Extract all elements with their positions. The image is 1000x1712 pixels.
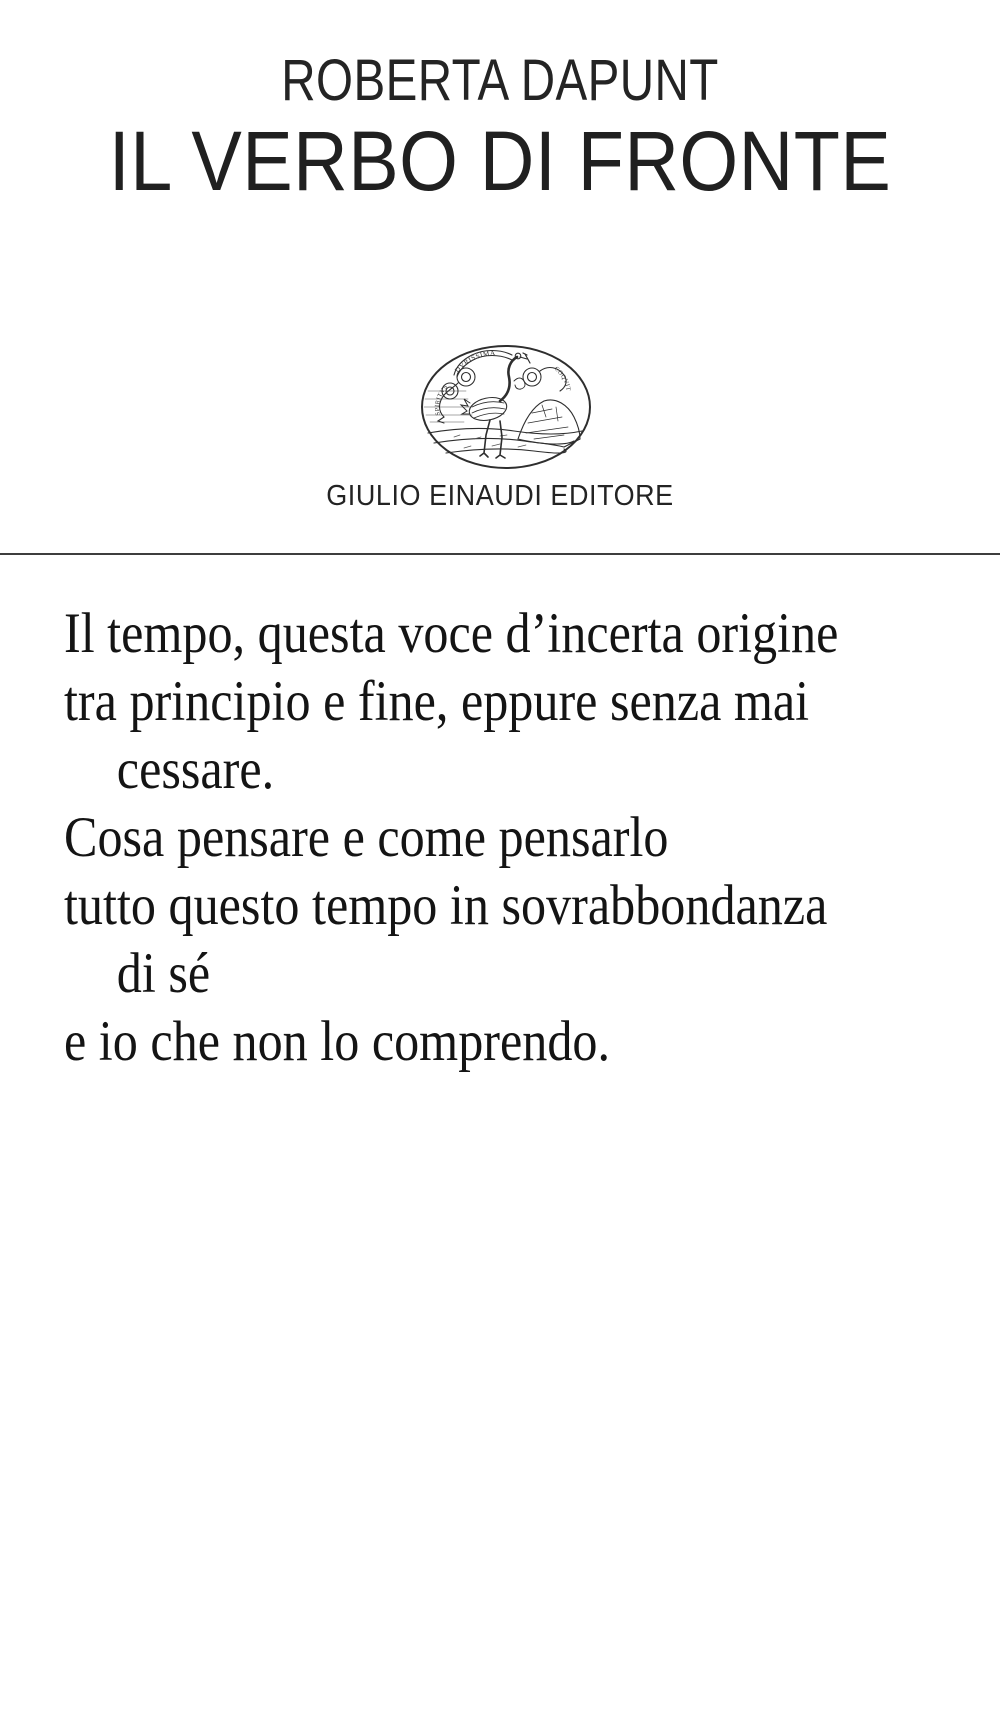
einaudi-ostrich-logo <box>414 343 598 471</box>
poem-line: cessare. <box>116 738 275 801</box>
divider-line <box>0 553 1000 555</box>
poem-line: tra principio e fine, eppure senza mai <box>64 670 810 733</box>
ribbon-banner <box>438 348 566 424</box>
poem-excerpt <box>64 600 980 1076</box>
book-title: IL VERBO DI FRONTE <box>108 114 892 208</box>
ground-lines <box>428 428 582 453</box>
author-name: ROBERTA DAPUNT <box>281 48 719 113</box>
motto-text-right: COQVIT <box>552 365 572 392</box>
poem-line: Cosa pensare e come pensarlo <box>64 806 669 869</box>
poem-line: Il tempo, questa voce d’incerta origine <box>64 602 839 665</box>
background-hatching <box>424 391 472 422</box>
rock <box>518 400 580 447</box>
poem-line: e io che non lo comprendo. <box>64 1010 611 1073</box>
poem-line: tutto questo tempo in sovrabbondanza <box>64 874 828 937</box>
ostrich <box>461 353 530 458</box>
motto-text-top: DVRISSIMA <box>453 348 496 375</box>
publisher-name: GIULIO EINAUDI EDITORE <box>326 480 674 512</box>
motto-text-left: SPIRITVS <box>433 383 450 417</box>
poem-line: di sé <box>116 942 211 1005</box>
poem-lines <box>64 600 870 1076</box>
